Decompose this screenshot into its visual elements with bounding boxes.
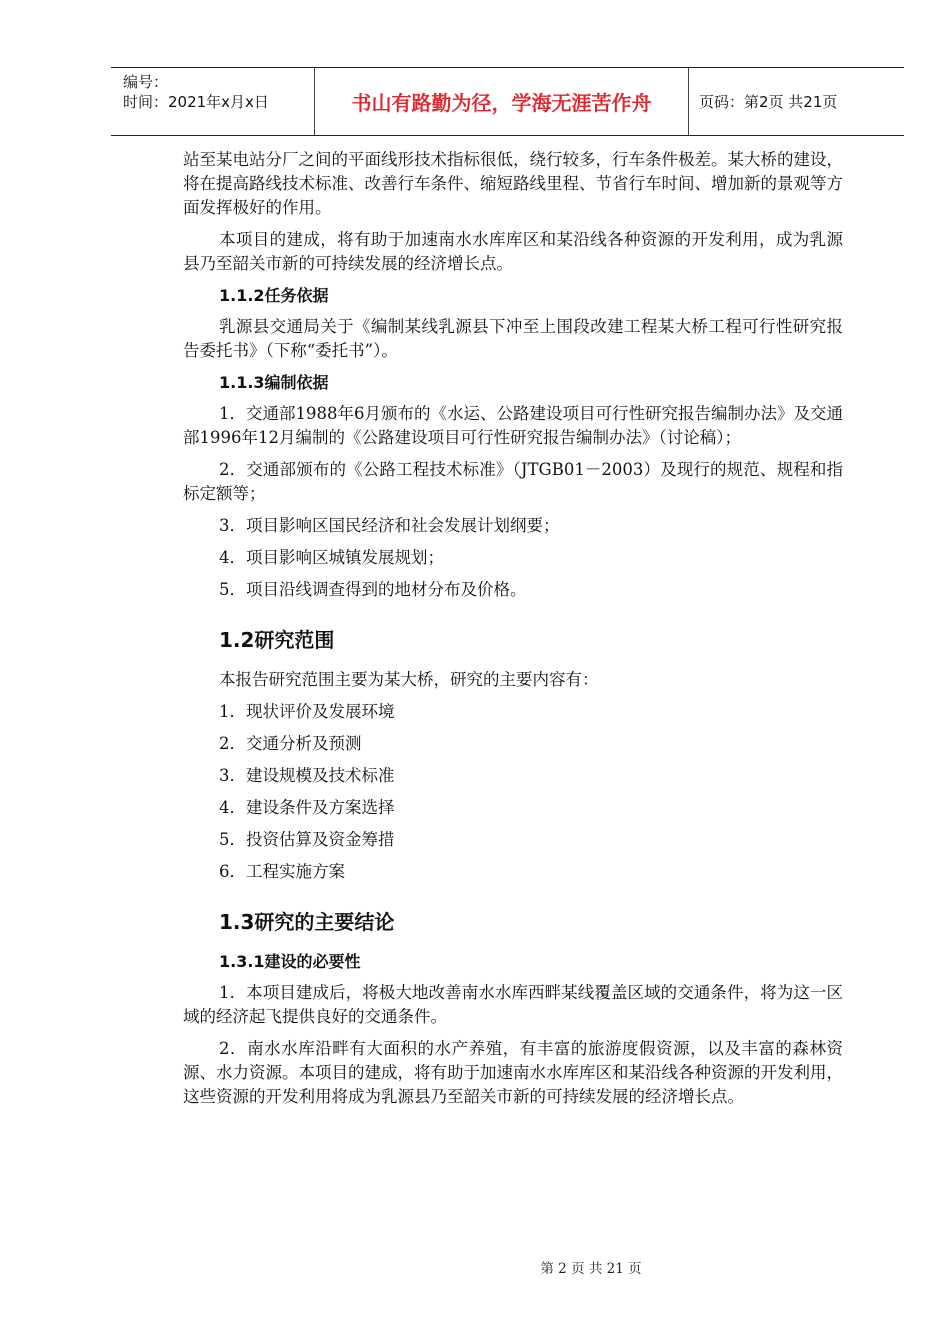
list-item: 2．南水水库沿畔有大面积的水产养殖，有丰富的旅游度假资源，以及丰富的森林资源、水力资源。本项目的建成，将有助于加速南水水库库区和某沿线各种资源的开发利用，这些资源的开发利用将成为乳源县乃至韶关市新的可持续发展的经济增长点。	[183, 1039, 843, 1106]
list-item: 2．交通分析及预测	[219, 734, 362, 753]
time-label: 时间：2021年x月x日	[123, 93, 269, 111]
paragraph-project-benefit: 本项目的建成，将有助于加速南水水库库区和某沿线各种资源的开发利用，成为乳源县乃至韶关市新的可持续发展的经济增长点。	[183, 230, 843, 273]
paragraph-scope-intro: 本报告研究范围主要为某大桥，研究的主要内容有：	[219, 670, 599, 689]
paragraph-continuation: 站至某电站分厂之间的平面线形技术指标很低，绕行较多，行车条件极差。某大桥的建设，将在提高路线技术标准、改善行车条件、缩短路线里程、节省行车时间、增加新的景观等方面发挥极好的作用。	[183, 150, 843, 217]
header-motto-cell	[315, 68, 689, 135]
motto-text: 书山有路勤为径，学海无涯苦作舟	[351, 91, 652, 115]
heading-1-3: 1.3研究的主要结论	[219, 910, 395, 934]
heading-1-2: 1.2研究范围	[219, 628, 335, 652]
header-page-cell	[689, 68, 904, 135]
page-footer	[0, 1257, 950, 1277]
list-item: 4．建设条件及方案选择	[219, 798, 395, 817]
footer-page-number: 第 2 页 共 21 页	[540, 1261, 642, 1277]
list-item: 3．建设规模及技术标准	[219, 766, 395, 785]
document-body	[183, 148, 843, 1117]
list-item: 1．现状评价及发展环境	[219, 702, 395, 721]
list-item: 3．项目影响区国民经济和社会发展计划纲要；	[219, 516, 560, 535]
page-header	[111, 67, 904, 136]
header-info-cell	[111, 68, 315, 135]
page-label: 页码：第2页 共21页	[699, 93, 838, 111]
list-item: 5．项目沿线调查得到的地材分布及价格。	[219, 580, 527, 599]
list-item: 6．工程实施方案	[219, 862, 345, 881]
heading-1-1-3: 1.1.3编制依据	[219, 373, 329, 392]
list-item: 1．交通部1988年6月颁布的《水运、公路建设项目可行性研究报告编制办法》及交通部1996年12月编制的《公路建设项目可行性研究报告编制办法》（讨论稿）；	[183, 404, 843, 447]
list-item: 5．投资估算及资金筹措	[219, 830, 395, 849]
list-item: 1．本项目建成后，将极大地改善南水水库西畔某线覆盖区域的交通条件，将为这一区域的经济起飞提供良好的交通条件。	[183, 983, 843, 1026]
list-item: 4．项目影响区城镇发展规划；	[219, 548, 444, 567]
heading-1-1-2: 1.1.2任务依据	[219, 286, 329, 305]
number-label: 编号：	[123, 73, 169, 91]
list-item: 2．交通部颁布的《公路工程技术标准》（JTGB01－2003）及现行的规范、规程和指标定额等；	[183, 460, 843, 503]
paragraph-task-basis: 乳源县交通局关于《编制某线乳源县下冲至上围段改建工程某大桥工程可行性研究报告委托书》（下称“委托书”）。	[183, 317, 843, 360]
heading-1-3-1: 1.3.1建设的必要性	[219, 952, 361, 971]
